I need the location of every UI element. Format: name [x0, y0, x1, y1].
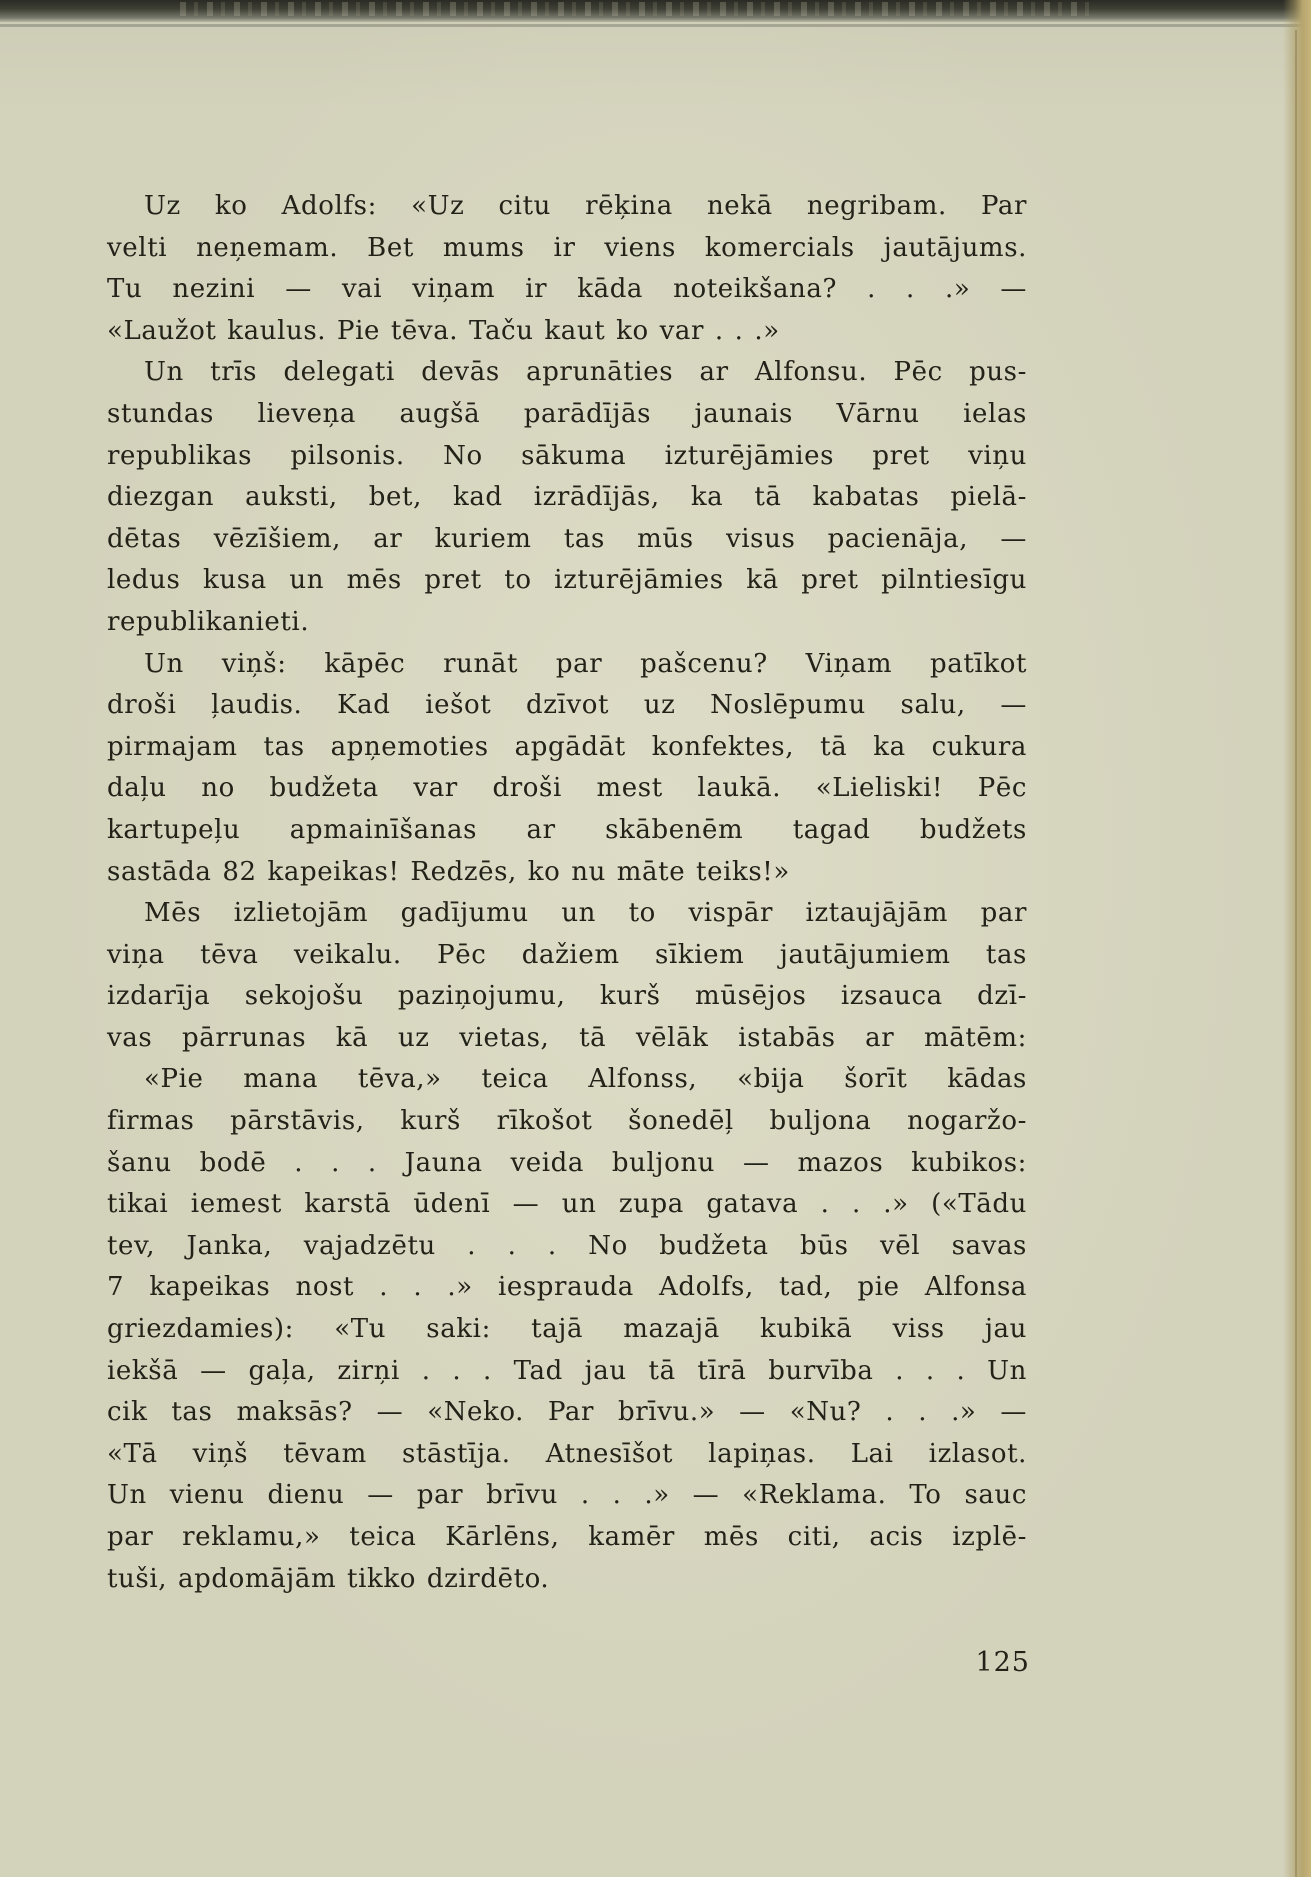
- page-number: 125: [975, 1647, 1030, 1678]
- text-line: stundas lieveņa augšā parādījās jaunais Vārnu ielas: [107, 398, 1027, 429]
- text-line: Un viņš: kāpēc runāt par pašcenu? Viņam patīkot: [144, 648, 1027, 679]
- text-line: sastāda 82 kapeikas! Redzēs, ko nu māte teiks!»: [107, 856, 790, 887]
- text-line: tikai iemest karstā ūdenī — un zupa gatava . . .» («Tādu: [107, 1189, 1027, 1220]
- text-line: iekšā — gaļa, zirņi . . . Tad jau tā tīrā burvība . . . Un: [107, 1355, 1027, 1386]
- text-line: Mēs izlietojām gadījumu un to vispār iztaujājām par: [144, 898, 1027, 929]
- text-line: «Tā viņš tēvam stāstīja. Atnesīšot lapiņas. Lai izlasot.: [107, 1438, 1027, 1469]
- text-line: firmas pārstāvis, kurš rīkošot šonedēļ buljona nogaržo-: [107, 1106, 1027, 1137]
- text-line: 7 kapeikas nost . . .» iesprauda Adolfs, tad, pie Alfonsa: [107, 1272, 1027, 1303]
- text-line: republikas pilsonis. No sākuma izturējāmies pret viņu: [107, 440, 1027, 471]
- text-line: Uz ko Adolfs: «Uz citu rēķina nekā negribam. Par: [144, 191, 1027, 221]
- text-line: izdarīja sekojošu paziņojumu, kurš mūsējos izsauca dzī-: [107, 981, 1027, 1012]
- text-line: kartupeļu apmainīšanas ar skābenēm tagad budžets: [107, 814, 1027, 845]
- text-line: velti neņemam. Bet mums ir viens komercials jautājums.: [107, 232, 1027, 263]
- text-line: griezdamies): «Tu saki: tajā mazajā kubikā viss jau: [107, 1314, 1027, 1345]
- text-line: Un vienu dienu — par brīvu . . .» — «Reklama. To sauc: [107, 1480, 1027, 1511]
- body-text: [107, 186, 1027, 1600]
- text-line: Un trīs delegati devās aprunāties ar Alfonsu. Pēc pus-: [144, 357, 1027, 388]
- text-line: republikanieti.: [107, 606, 310, 637]
- text-line: diezgan auksti, bet, kad izrādījās, ka tā kabatas pielā-: [107, 482, 1027, 513]
- text-line: pirmajam tas apņemoties apgādāt konfektes, tā ka cukura: [107, 731, 1027, 762]
- scan-top-edge: [0, 0, 1311, 22]
- book-spine-edge: [1283, 0, 1311, 1877]
- text-line: Tu nezini — vai viņam ir kāda noteikšana? . . .» —: [107, 274, 1027, 305]
- text-line: par reklamu,» teica Kārlēns, kamēr mēs citi, acis izplē-: [107, 1522, 1027, 1552]
- text-line: dētas vēzīšiem, ar kuriem tas mūs visus pacienāja, —: [107, 523, 1027, 554]
- text-line: vas pārrunas kā uz vietas, tā vēlāk istabās ar mātēm:: [107, 1022, 1027, 1053]
- text-line: tuši, apdomājām tikko dzirdēto.: [107, 1563, 550, 1594]
- text-line: viņa tēva veikalu. Pēc dažiem sīkiem jautājumiem tas: [107, 939, 1027, 970]
- spine-line: [1295, 30, 1297, 1877]
- text-line: ledus kusa un mēs pret to izturējāmies kā pret pilntiesīgu: [107, 565, 1027, 596]
- text-line: tev, Janka, vajadzētu . . . No budžeta būs vēl savas: [107, 1230, 1027, 1261]
- text-line: «Pie mana tēva,» teica Alfonss, «bija šorīt kādas: [144, 1064, 1027, 1095]
- text-line: daļu no budžeta var droši mest laukā. «Lieliski! Pēc: [107, 773, 1027, 804]
- text-line: droši ļaudis. Kad iešot dzīvot uz Noslēpumu salu, —: [107, 690, 1027, 721]
- text-line: šanu bodē . . . Jauna veida buljonu — mazos kubikos:: [107, 1147, 1027, 1178]
- text-line: cik tas maksās? — «Neko. Par brīvu.» — «Nu? . . .» —: [107, 1397, 1027, 1428]
- top-divider: [0, 24, 1311, 27]
- text-line: «Laužot kaulus. Pie tēva. Taču kaut ko var . . .»: [107, 315, 780, 346]
